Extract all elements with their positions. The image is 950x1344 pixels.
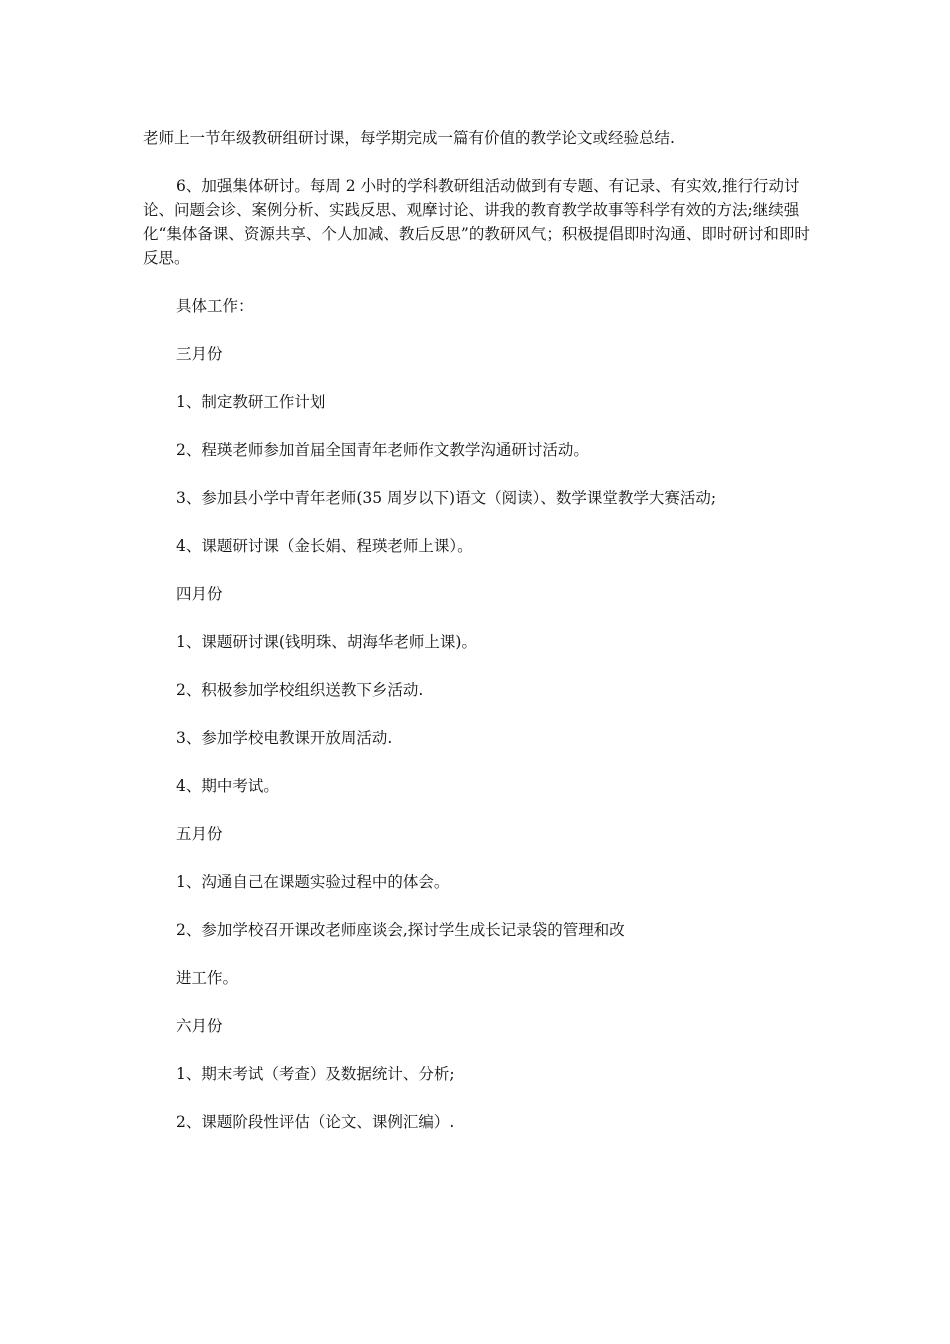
list-item: 4、期中考试。: [176, 777, 279, 795]
list-item: 1、沟通自己在课题实验过程中的体会。: [176, 873, 450, 891]
list-item: 1、课题研讨课(钱明珠、胡海华老师上课)。: [176, 633, 477, 651]
paragraph-item-6: 6、加强集体研讨。每周 2 小时的学科教研组活动做到有专题、有记录、有实效,推行行动讨论、问题会诊、案例分析、实践反思、观摩讨论、讲我的教育教学故事等科学有效的方法;继续强化“集体备课、资源共享、个人加减、教后反思”的教研风气；积极提倡即时沟通、即时研讨和即时反思。: [143, 177, 810, 267]
month-heading-may: 五月份: [176, 825, 223, 843]
document-body: [143, 126, 811, 1158]
month-heading-april: 四月份: [176, 585, 223, 603]
list-item: 3、参加县小学中青年老师(35 周岁以下)语文（阅读）、数学课堂教学大赛活动;: [176, 489, 717, 507]
list-item: 2、课题阶段性评估（论文、课例汇编）.: [176, 1113, 455, 1131]
list-item-continuation: 进工作。: [176, 969, 239, 987]
list-item: 4、课题研讨课（金长娟、程瑛老师上课）。: [176, 537, 473, 555]
list-item: 1、制定教研工作计划: [176, 393, 326, 411]
section-heading-specific-work: 具体工作：: [176, 297, 254, 315]
list-item: 2、程瑛老师参加首届全国青年老师作文教学沟通研讨活动。: [176, 441, 589, 459]
list-item: 2、积极参加学校组织送教下乡活动.: [176, 681, 424, 699]
list-item: 1、期末考试（考查）及数据统计、分析;: [176, 1065, 455, 1083]
list-item: 2、参加学校召开课改老师座谈会,探讨学生成长记录袋的管理和改: [176, 921, 625, 939]
month-heading-march: 三月份: [176, 345, 223, 363]
list-item: 3、参加学校电教课开放周活动.: [176, 729, 393, 747]
paragraph-intro: 老师上一节年级教研组研讨课，每学期完成一篇有价值的教学论文或经验总结.: [143, 129, 675, 147]
month-heading-june: 六月份: [176, 1017, 223, 1035]
